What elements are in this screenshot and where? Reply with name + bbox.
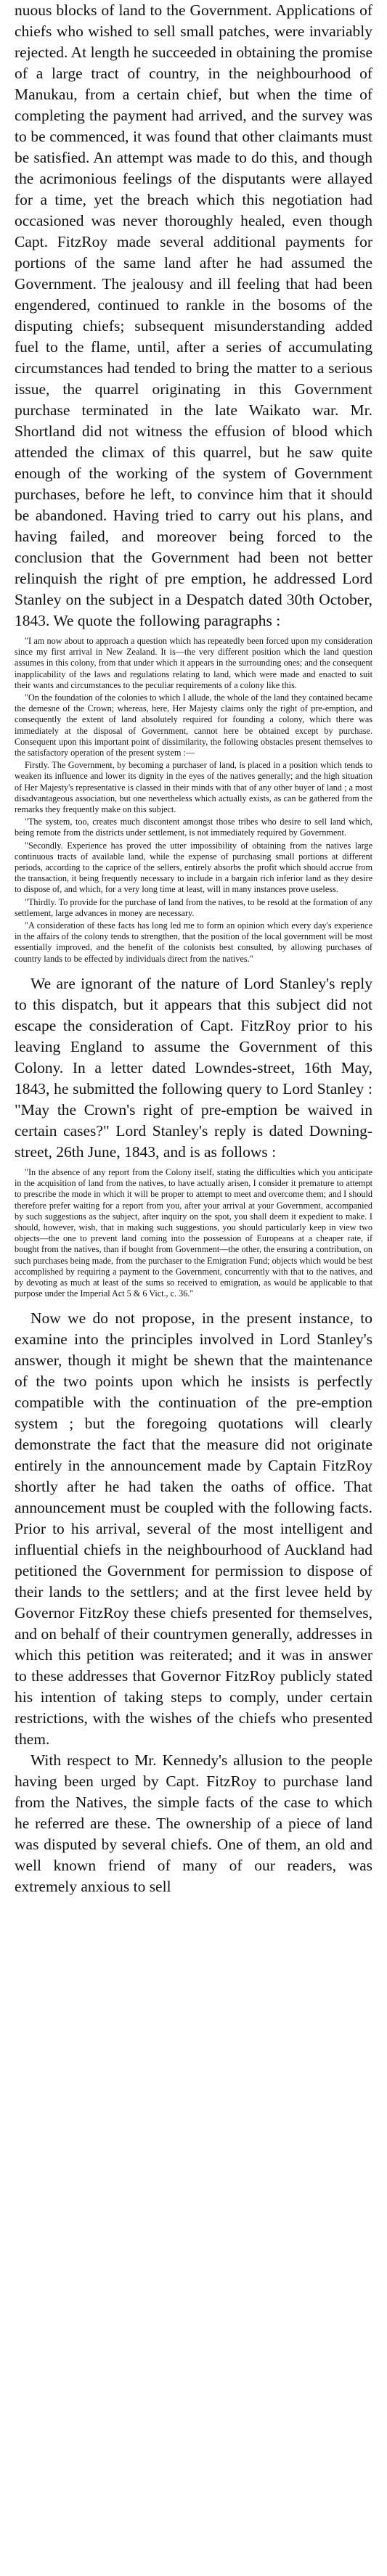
despatch-quote-paragraph: "I am now about to approach a question which has repeatedly been forced upon my consideration since my first arrival in New Zealand. It is—the very different position which the land question assumes in this colony, from that under which it appears in the surrounding ones; and the consequent inapplicability of the laws and regulations relating to land, which were made and enacted to suit their wants and circumstances to the peculiar requirements of a colony like this.	[15, 636, 372, 690]
despatch-quote-paragraph: "Thirdly. To provide for the purchase of land from the natives, to be resold at the formation of any settlement, large advances in money are necessary.	[15, 896, 372, 918]
body-paragraph: Now we do not propose, in the present instance, to examine into the principles involved in Lord Stanley's answer, though it might be shewn that the maintenance of the two points upon which he insists is perfectly compatible with the continuation of the pre-emption system ; but the foregoing quotations will clearly demonstrate the fact that the measure did not originate entirely in the announcement made by Captain FitzRoy shortly after he had taken the oaths of office. That announcement must be coupled with the following facts. Prior to his arrival, several of the most intelligent and influential chiefs in the neighbourhood of Auckland had petitioned the Government for permission to dispose of their lands to the settlers; and at the first levee held by Governor FitzRoy these chiefs presented for themselves, and on behalf of their countrymen generally, addresses in which this petition was reiterated; and it was in answer to these addresses that Governor FitzRoy publicly stated his intention of taking steps to comply, under certain restrictions, with the wishes of the chiefs who presented them.	[15, 1309, 372, 1749]
opening-paragraph: nuous blocks of land to the Government. Applications of chiefs who wished to sell small patches, were invariably rejected. At length he succeeded in obtaining the promise of a large tract of country, in the neighbourhood of Manukau, from a certain chief, but when the time of completing the payment had arrived, and the survey was to be commenced, it was found that other claimants must be satisfied. An attempt was made to do this, and though the acrimonious feelings of the disputants were allayed for a time, yet the breach which this negotiation had occasioned was never thoroughly healed, even though Capt. FitzRoy made several additional payments for portions of the same land after he had assumed the Government. The jealousy and ill feeling that had been engendered, continued to rankle in the bosoms of the disputing chiefs; subsequent misunderstanding added fuel to the flame, until, after a series of accumulating circumstances had tended to bring the matter to a serious issue, the quarrel originating in this Government purchase terminated in the late Waikato war. Mr. Shortland did not witness the effusion of blood which attended the climax of this quarrel, but he saw quite enough of the working of the system of Government purchases, before he left, to convince him that it should be abandoned. Having tried to carry out his plans, and having failed, and moreover being forced to the conclusion that the Government had been not better relinquish the right of pre emption, he addressed Lord Stanley on the subject in a Despatch dated 30th October, 1843. We quote the following paragraphs :	[15, 1, 372, 629]
despatch-quote-paragraph: "A consideration of these facts has long led me to form an opinion which every day's experience in the affairs of the colony tends to strengthen, that the position of the local government will be most essentially improved, and the benefit of the colonists best consulted, by allowing purchases of country lands to be effected by individuals direct from the natives."	[15, 920, 372, 964]
despatch-quote-paragraph: "Secondly. Experience has proved the utter impossibility of obtaining from the natives large continuous tracts of available land, while the expense of purchasing small portions at different periods, according to the caprice of the sellers, entirely absorbs the profit which should accrue from the transaction, it being frequently necessary to include in a bargain rich inferior land as they desire to dispose of, and which, for a very long time at least, will in many instances prove useless.	[15, 840, 372, 895]
despatch-quote-paragraph: Firstly. The Government, by becoming a purchaser of land, is placed in a position which tends to weaken its influence and lower its dignity in the eyes of the natives generally; and the high situation of Her Majesty's representative is classed in their minds with that of any other buyer of land ; a most disadvantageous association, but one nevertheless which actually exists, as can be gathered from the remarks they frequently make on this subject.	[15, 760, 372, 815]
newspaper-column	[15, 0, 372, 2576]
body-paragraph: With respect to Mr. Kennedy's allusion to the people having been urged by Capt. FitzRoy to purchase land from the Natives, the simple facts of the case to which he referred are these. The ownership of a piece of land was disputed by several chiefs. One of them, an old and well known friend of many of our readers, was extremely anxious to sell	[15, 1751, 372, 1896]
despatch-quote-paragraph: "On the foundation of the colonies to which I allude, the whole of the land they contained became the demesne of the Crown; whereas, here, Her Majesty claims only the right of pre-emption, and consequently the extent of land absolutely required for founding a colony, which there was immediately at the disposal of Government, cannot here be obtained except by purchase. Consequent upon this important point of dissimilarity, the following obstacles present themselves to the satisfactory operation of the present system :—	[15, 692, 372, 759]
despatch-quote-paragraph: "The system, too, creates much discontent amongst those tribes who desire to sell land which, being remote from the districts under settlement, is not immediately required by Government.	[15, 817, 372, 838]
stanley-reply-quote: "In the absence of any report from the Colony itself, stating the difficulties which you anticipate in the acquisition of land from the natives, to have actually arisen, I consider it premature to attempt to prescribe the mode in which it will be proper to attempt to meet and overcome them; and I should therefore prefer waiting for a report from you, after your arrival at your Government, accompanied by such suggestions as the subject, after inquiry on the spot, you shall deem it expedient to make. I should, however, wish, that in making such suggestions, you should particularly keep in view two objects—the one to prevent land coming into the possession of Europeans at a cheaper rate, if bought from the natives, than if bought from Government—the other, the ensuring a contribution, on such purchases being made, from the purchaser to the Emigration Fund; objects which would be best accomplished by requiring a payment to the Government, concurrently with that to the natives, and by devoting as much at least of the sums so received to emigration, as would be applicable to that purpose under the Imperial Act 5 & 6 Vict., c. 36."	[15, 1166, 372, 1299]
body-paragraph: We are ignorant of the nature of Lord Stanley's reply to this dispatch, but it appears that this subject did not escape the consideration of Capt. FitzRoy prior to his leaving England to assume the Government of this Colony. In a letter dated Lowndes-street, 16th May, 1843, he submitted the following query to Lord Stanley : "May the Crown's right of pre-emption be waived in certain cases?" Lord Stanley's reply is dated Downing-street, 26th June, 1843, and is as follows :	[15, 974, 372, 1161]
